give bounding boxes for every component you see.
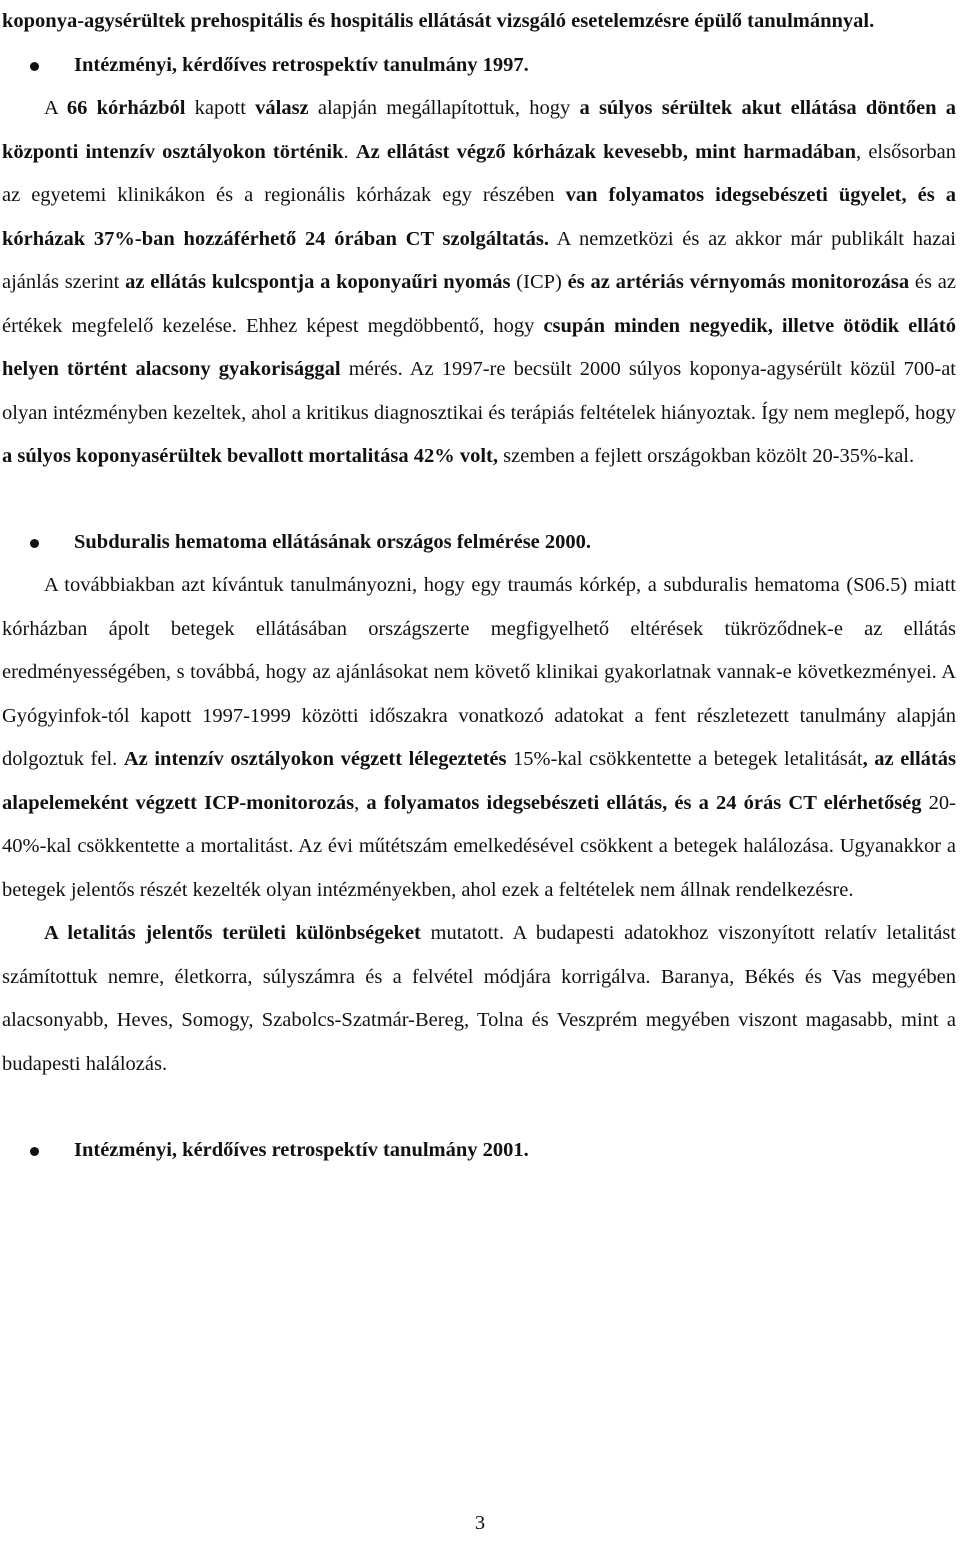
text-run: alapján megállapítottuk, hogy — [308, 97, 580, 119]
text-run: 15%-kal csökkentette a betegek letalitását — [506, 748, 863, 770]
spacer — [2, 1086, 956, 1129]
spacer — [2, 479, 956, 521]
heading-2001-text: Intézményi, kérdőíves retrospektív tanulmány 2001. — [74, 1139, 529, 1161]
text-run-bold: az ellátás kulcspontja a koponyaűri nyomás — [125, 271, 511, 293]
intro-paragraph — [2, 0, 956, 44]
text-run-bold: Az ellátást végző kórházak kevesebb, mint harmadában — [355, 140, 857, 163]
heading-2000-text: Subduralis hematoma ellátásának országos felmérése 2000. — [74, 530, 592, 553]
text-run-bold: , az ellátás alapelemeként végzett ICP-monitorozás — [2, 748, 956, 814]
text-run: A továbbiakban azt kívántuk tanulmányozni, hogy egy traumás kórkép, a subduralis hematoma (S06.5) miatt kórházban ápolt betegek ellátásában országszerte megfigyelhető eltérések tükröződnek-e az ellátás eredményességében, s továbbá, hogy az ajánlásokat nem követő klinikai gyakorlatnak vannak-e következményei. A Gyógyinfok-tól kapott 1997-1999 közötti időszakra vonatkozó adatokat a fent részletezett tanulmány alapján dolgoztuk fel. — [2, 574, 956, 770]
bullet-heading-2001 — [2, 1129, 956, 1173]
bullet-icon — [30, 1147, 39, 1156]
text-run: és az értékek megfelelő kezelése. Ehhez képest megdöbbentő, hogy — [2, 271, 956, 337]
text-run: A nemzetközi és az akkor már publikált hazai ajánlás szerint — [2, 227, 957, 293]
text-run-bold: a folyamatos idegsebészeti ellátás, és a 24 órás CT elérhetőség — [366, 791, 922, 814]
text-run: mutatott. A budapesti adatokhoz viszonyított relatív letalitást számítottuk nemre, életkorra, súlyszámra és a felvétel módjára korrigálva. Baranya, Békés és Vas megyében alacsonyabb, Heves, Somogy, Szabolcs-Szatmár-Bereg, Tolna és Veszprém megyében viszont magasabb, mint a budapesti halálozás. — [2, 922, 956, 1075]
paragraph-2000-1 — [2, 564, 956, 912]
intro-text: koponya-agysérültek prehospitális és hospitális ellátását vizsgáló esetelemzésre épülő tanulmánnyal. — [2, 10, 875, 32]
text-run: kapott — [185, 97, 256, 119]
page-number: 3 — [474, 1512, 486, 1534]
text-run-bold: 66 kórházból — [66, 97, 186, 119]
bullet-icon — [30, 539, 39, 548]
text-run: , — [354, 791, 367, 814]
text-run-bold: és az artériás vérnyomás monitorozása — [567, 271, 910, 293]
text-run: , elsősorban az egyetemi klinikákon és a regionális kórházak egy részében — [2, 140, 957, 206]
text-run-bold: csupán minden negyedik, illetve ötödik ellátó helyen történt alacsony gyakorisággal — [2, 314, 956, 380]
bullet-icon — [30, 62, 39, 71]
paragraph-2000-2 — [2, 912, 956, 1086]
text-run-bold: válasz — [255, 97, 309, 119]
text-run: (ICP) — [510, 271, 568, 293]
bullet-heading-2000 — [2, 521, 956, 565]
text-run-bold: a súlyos koponyasérültek bevallott mortalitása 42% volt, — [2, 445, 498, 467]
text-run-bold: Az intenzív osztályokon végzett lélegeztetés — [123, 748, 507, 770]
text-run: 20-40%-kal csökkentette a mortalitást. Az évi műtétszám emelkedésével csökkent a betegek halálozása. Ugyanakkor a betegek jelentős részét kezelték olyan intézményekben, ahol ezek a feltételek nem állnak rendelkezésre. — [2, 791, 957, 901]
text-run-bold: A letalitás jelentős területi különbségeket — [44, 922, 421, 944]
heading-1997-text: Intézményi, kérdőíves retrospektív tanulmány 1997. — [74, 53, 529, 76]
paragraph-1997 — [2, 87, 956, 479]
text-run: szemben a fejlett országokban közölt 20-35%-kal. — [498, 445, 915, 467]
text-run: A — [44, 97, 67, 119]
text-run-bold: a súlyos sérültek akut ellátása döntően a központi intenzív osztályokon történik — [2, 97, 956, 163]
text-run: . — [343, 140, 356, 163]
bullet-heading-1997 — [2, 44, 956, 88]
text-run-bold: van folyamatos idegsebészeti ügyelet, és a kórházak 37%-ban hozzáférhető 24 órában CT szolgáltatás. — [2, 184, 956, 250]
text-run: mérés. Az 1997-re becsült 2000 súlyos koponya-agysérült közül 700-at olyan intézményben kezeltek, ahol a kritikus diagnosztikai és terápiás feltételek hiányoztak. Így nem meglepő, hogy — [2, 358, 956, 424]
